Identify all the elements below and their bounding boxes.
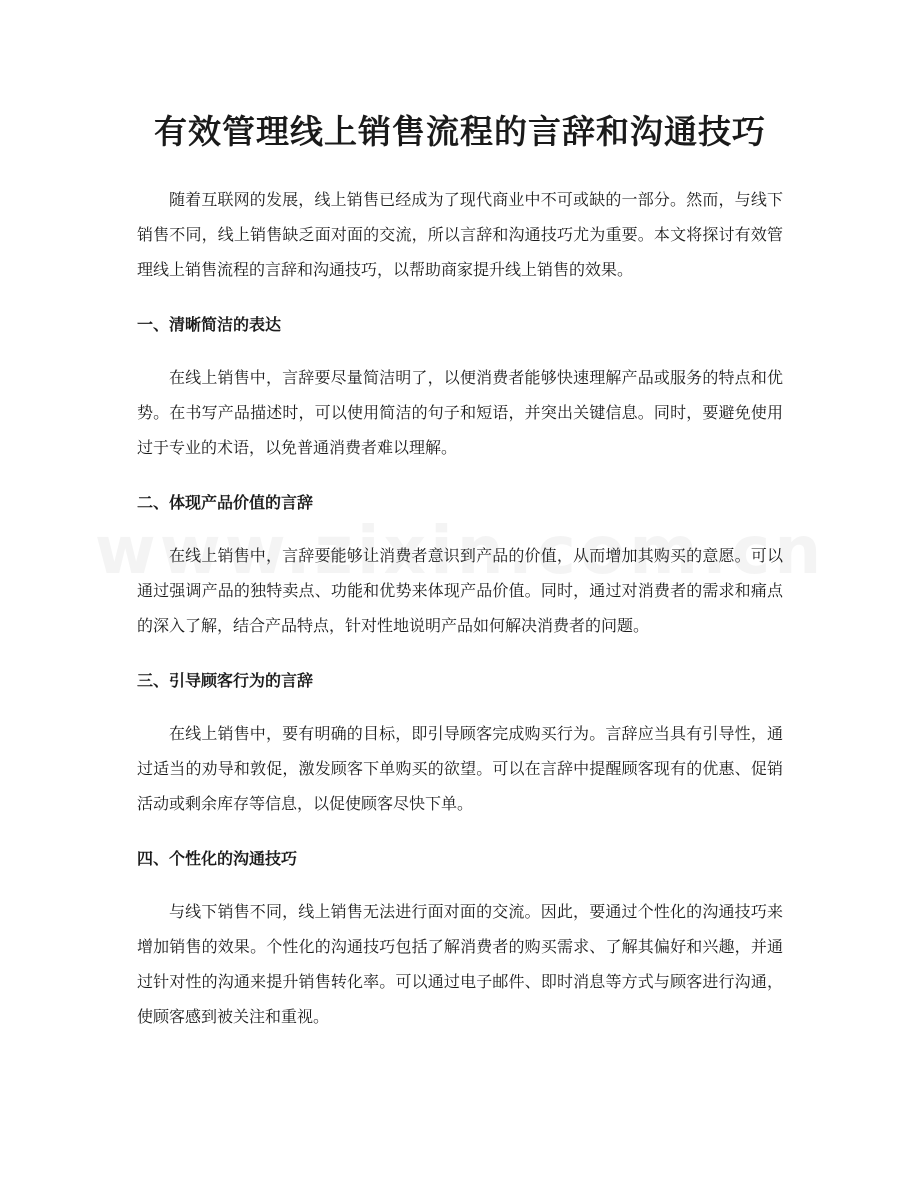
section-4-heading: 四、个性化的沟通技巧 — [137, 849, 298, 868]
section-1-paragraph: 在线上销售中，言辞要尽量简洁明了，以便消费者能够快速理解产品或服务的特点和优势。在书写产品描述时，可以使用简洁的句子和短语，并突出关键信息。同时，要避免使用过于专业的术语，以免普通消费者难以理解。 — [137, 368, 783, 457]
section-3-paragraph: 在线上销售中，要有明确的目标，即引导顾客完成购买行为。言辞应当具有引导性，通过适当的劝导和敦促，激发顾客下单购买的欲望。可以在言辞中提醒顾客现有的优惠、促销活动或剩余库存等信息，以促使顾客尽快下单。 — [137, 724, 783, 813]
document-title: 有效管理线上销售流程的言辞和沟通技巧 — [154, 112, 766, 151]
section-2-heading: 二、体现产品价值的言辞 — [137, 493, 314, 512]
section-1-heading: 一、清晰简洁的表达 — [137, 315, 282, 334]
section-3-heading: 三、引导顾客行为的言辞 — [137, 671, 314, 690]
intro-paragraph: 随着互联网的发展，线上销售已经成为了现代商业中不可或缺的一部分。然而，与线下销售不同，线上销售缺乏面对面的交流，所以言辞和沟通技巧尤为重要。本文将探讨有效管理线上销售流程的言辞和沟通技巧，以帮助商家提升线上销售的效果。 — [137, 190, 783, 279]
section-4-paragraph: 与线下销售不同，线上销售无法进行面对面的交流。因此，要通过个性化的沟通技巧来增加销售的效果。个性化的沟通技巧包括了解消费者的购买需求、了解其偏好和兴趣，并通过针对性的沟通来提升销售转化率。可以通过电子邮件、即时消息等方式与顾客进行沟通，使顾客感到被关注和重视。 — [137, 902, 783, 1026]
section-2-paragraph: 在线上销售中，言辞要能够让消费者意识到产品的价值，从而增加其购买的意愿。可以通过强调产品的独特卖点、功能和优势来体现产品价值。同时，通过对消费者的需求和痛点的深入了解，结合产品特点，针对性地说明产品如何解决消费者的问题。 — [137, 546, 783, 635]
document-body — [137, 182, 783, 1034]
